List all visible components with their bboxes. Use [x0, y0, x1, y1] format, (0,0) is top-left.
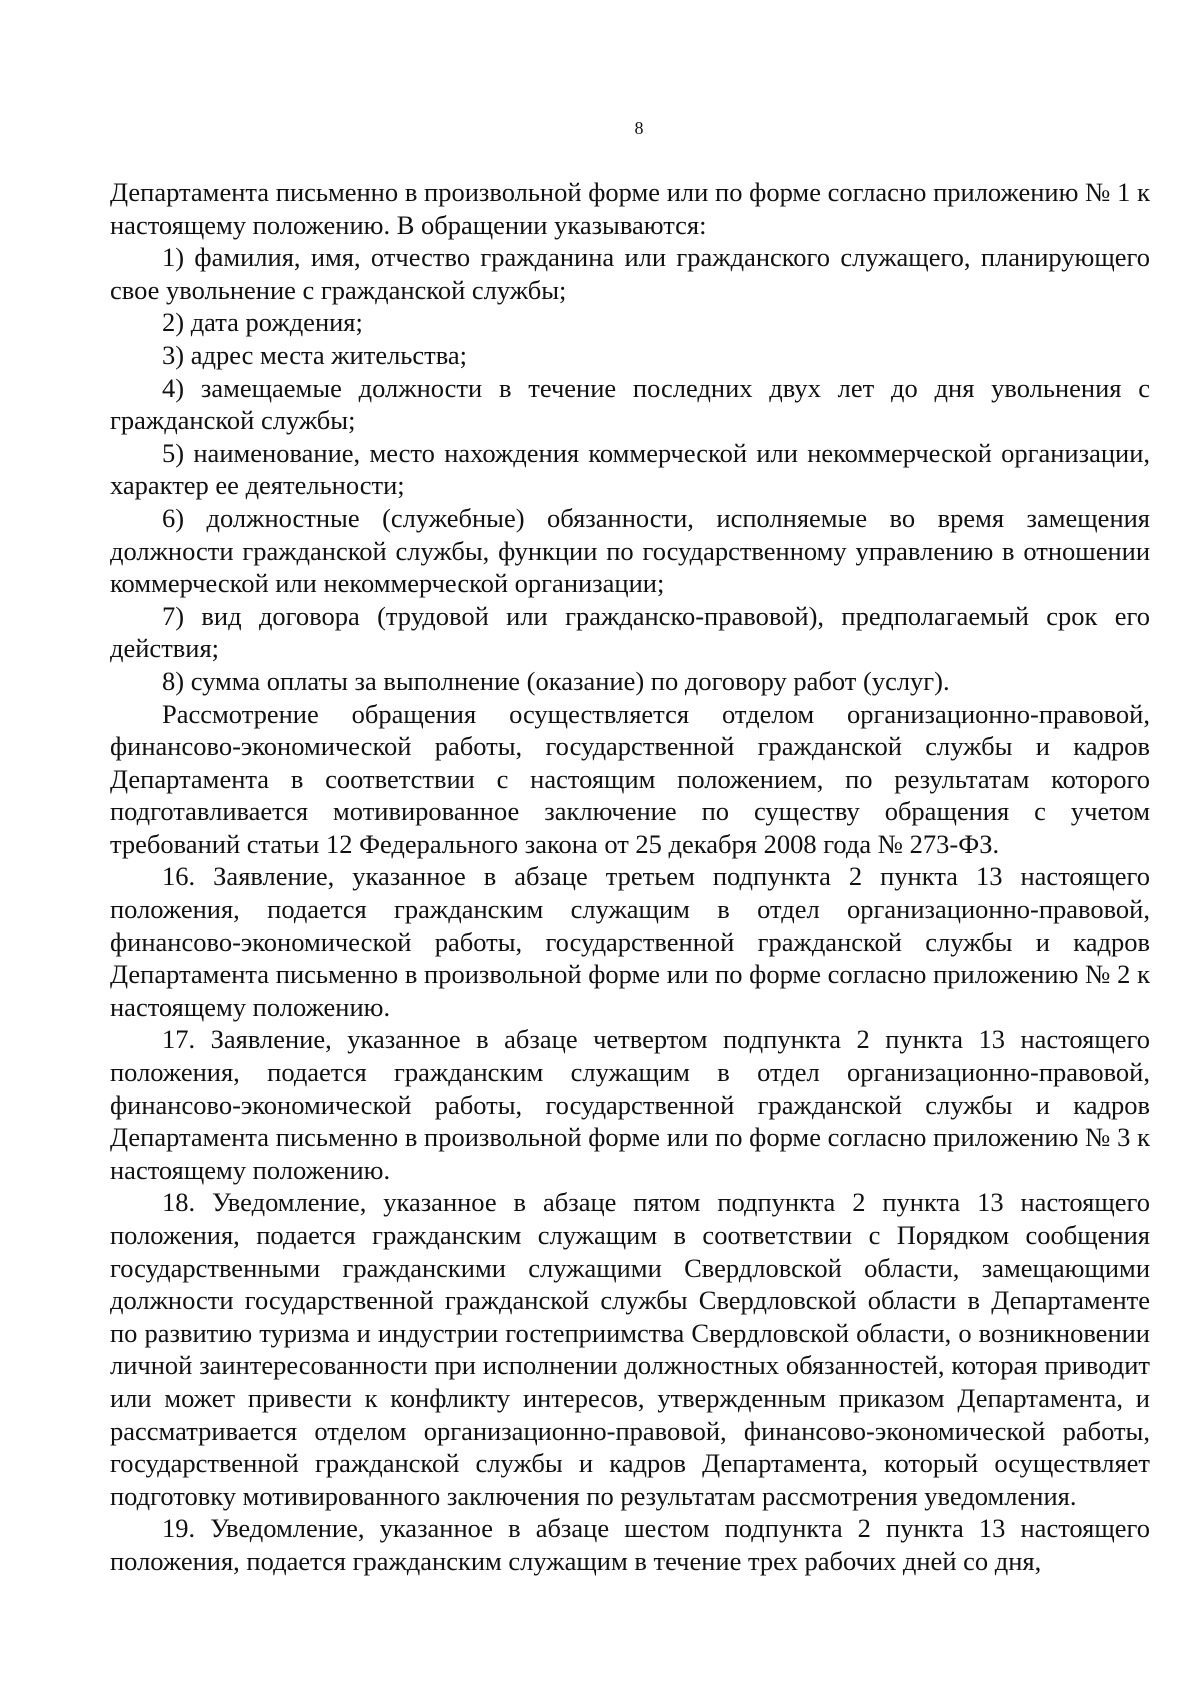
list-item-2: 2) дата рождения;	[162, 307, 363, 338]
list-item-7: 7) вид договора (трудовой или гражданско-правовой), предполагаемый срок его действия;	[110, 600, 1150, 664]
clause-17: 17. Заявление, указанное в абзаце четвертом подпункта 2 пункта 13 настоящего положения, подается гражданским служащим в отдел организационно-правовой, финансово-экономической работы, государственной гражданской службы и кадров Департамента письменно в произвольной форме или по форме согласно приложению № 3 к настоящему положению.	[110, 1024, 1150, 1185]
list-item-3: 3) адрес места жительства;	[162, 339, 468, 370]
list-item-6: 6) должностные (служебные) обязанности, исполняемые во время замещения должности гражданской службы, функции по государственному управлению в отношении коммерческой или некоммерческой организации;	[110, 502, 1150, 599]
paragraph-review: Рассмотрение обращения осуществляется отделом организационно-правовой, финансово-экономической работы, государственной гражданской службы и кадров Департамента в соответствии с настоящим положением, по результатам которого подготавливается мотивированное заключение по существу обращения с учетом требований статьи 12 Федерального закона от 25 декабря 2008 года № 273-ФЗ.	[110, 698, 1150, 859]
document-page	[110, 116, 1150, 1578]
clause-16: 16. Заявление, указанное в абзаце третьем подпункта 2 пункта 13 настоящего положения, подается гражданским служащим в отдел организационно-правовой, финансово-экономической работы, государственной гражданской службы и кадров Департамента письменно в произвольной форме или по форме согласно приложению № 2 к настоящему положению.	[110, 861, 1150, 1022]
list-item-4: 4) замещаемые должности в течение последних двух лет до дня увольнения с гражданской службы;	[110, 372, 1150, 436]
clause-18: 18. Уведомление, указанное в абзаце пятом подпункта 2 пункта 13 настоящего положения, подается гражданским служащим в соответствии с Порядком сообщения государственными гражданскими служащими Свердловской области, замещающими должности государственной гражданской службы Свердловской области в Департаменте по развитию туризма и индустрии гостеприимства Свердловской области, о возникновении личной заинтересованности при исполнении должностных обязанностей, которая приводит или может привести к конфликту интересов, утвержденным приказом Департамента, и рассматривается отделом организационно-правовой, финансово-экономической работы, государственной гражданской службы и кадров Департамента, который осуществляет подготовку мотивированного заключения по результатам рассмотрения уведомления.	[110, 1187, 1150, 1511]
list-item-8: 8) сумма оплаты за выполнение (оказание) по договору работ (услуг).	[162, 665, 950, 696]
list-item-5: 5) наименование, место нахождения коммерческой или некоммерческой организации, характер ее деятельности;	[110, 437, 1150, 501]
page-number: 8	[634, 118, 644, 138]
paragraph: Департамента письменно в произвольной форме или по форме согласно приложению № 1 к настоящему положению. В обращении указываются:	[110, 177, 1150, 240]
list-item-1: 1) фамилия, имя, отчество гражданина или гражданского служащего, планирующего свое увольнение с гражданской службы;	[110, 242, 1150, 305]
clause-19: 19. Уведомление, указанное в абзаце шестом подпункта 2 пункта 13 настоящего положения, подается гражданским служащим в течение трех рабочих дней со дня,	[110, 1513, 1150, 1576]
